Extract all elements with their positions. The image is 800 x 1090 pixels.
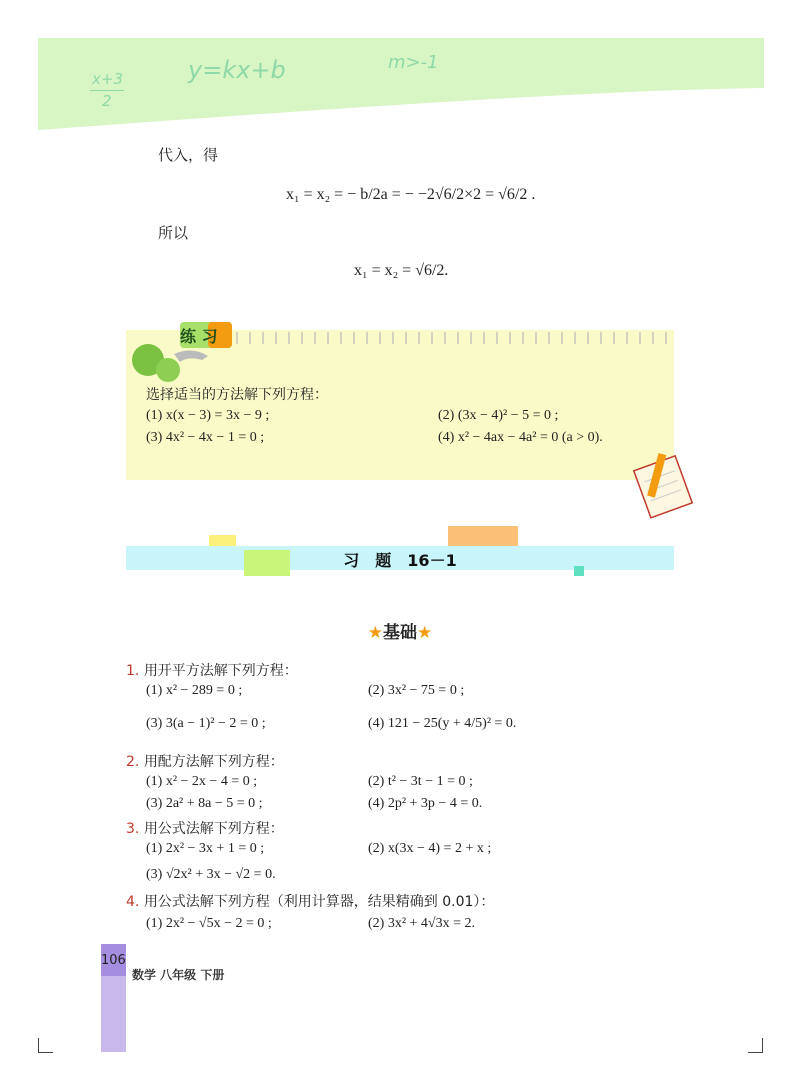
derivation-intro: 代入，得 xyxy=(158,146,219,164)
problem-1-item-3: (3) 3(a − 1)² − 2 = 0 ; xyxy=(146,716,266,731)
problem-number: 3. xyxy=(126,821,140,837)
star-icon: ★ xyxy=(367,623,383,643)
crop-mark-bottom-left xyxy=(38,1038,53,1053)
banner-deco-orange xyxy=(448,526,518,548)
header-doodle-fraction-top: x+3 xyxy=(92,70,123,88)
problem-2-item-4: (4) 2p² + 3p − 4 = 0. xyxy=(368,796,483,811)
problem-1-item-4: (4) 121 − 25(y + 4/5)² = 0. xyxy=(368,716,517,731)
problem-number: 1. xyxy=(126,663,140,679)
problem-number: 4. xyxy=(126,894,140,910)
problem-3-item-2: (2) x(3x − 4) = 2 + x ; xyxy=(368,841,492,856)
exercise-title: 习 题 16－1 xyxy=(343,551,457,570)
problem-1-item-1: (1) x² − 289 = 0 ; xyxy=(146,683,243,698)
problem-2-item-2: (2) t² − 3t − 1 = 0 ; xyxy=(368,774,473,789)
problem-number: 2. xyxy=(126,754,140,770)
header-doodle-linear: y=kx+b xyxy=(188,56,286,84)
problem-title: 用开平方法解下列方程： xyxy=(143,663,298,679)
header-doodle-fraction-bottom: 2 xyxy=(102,92,112,110)
problem-3-item-3: (3) √2x² + 3x − √2 = 0. xyxy=(146,867,276,882)
problem-title: 用公式法解下列方程： xyxy=(143,821,284,837)
problem-1-heading xyxy=(126,660,298,680)
problem-3-heading xyxy=(126,818,284,838)
problem-1-item-2: (2) 3x² − 75 = 0 ; xyxy=(368,683,465,698)
problem-2-item-1: (1) x² − 2x − 4 = 0 ; xyxy=(146,774,258,789)
problem-title: 用公式法解下列方程（利用计算器，结果精确到 0.01）： xyxy=(143,894,495,910)
derivation-conclusion: 所以 xyxy=(158,224,189,242)
practice-ring-binding xyxy=(220,328,672,350)
practice-item-1: (1) x(x − 3) = 3x − 9 ; xyxy=(146,408,270,423)
section-title: 基础 xyxy=(383,623,417,643)
problem-4-item-1: (1) 2x² − √5x − 2 = 0 ; xyxy=(146,916,272,931)
book-title: 数学 八年级 下册 xyxy=(132,968,225,982)
problem-2-heading xyxy=(126,751,284,771)
crop-mark-bottom-right xyxy=(748,1038,763,1053)
problem-2-item-3: (3) 2a² + 8a − 5 = 0 ; xyxy=(146,796,263,811)
problem-4-heading xyxy=(126,891,494,911)
section-heading xyxy=(350,618,450,643)
practice-item-3: (3) 4x² − 4x − 1 = 0 ; xyxy=(146,430,265,445)
problem-4-item-2: (2) 3x² + 4√3x = 2. xyxy=(368,916,475,931)
practice-item-4: (4) x² − 4ax − 4a² = 0 (a > 0). xyxy=(438,430,603,445)
header-doodle-fraction-bar xyxy=(90,90,124,91)
page-number: 106 xyxy=(101,953,126,968)
practice-label: 练 习 xyxy=(180,327,218,346)
problem-3-item-1: (1) 2x² − 3x + 1 = 0 ; xyxy=(146,841,265,856)
derivation-equation-1: x₁ = x₂ = − b/2a = − −2√6/2×2 = √6/2 . xyxy=(286,186,536,203)
notepad-pencil-icon xyxy=(626,446,698,522)
header-doodle-inequality: m>-1 xyxy=(388,52,439,73)
practice-instruction: 选择适当的方法解下列方程： xyxy=(146,387,328,403)
practice-item-2: (2) (3x − 4)² − 5 = 0 ; xyxy=(438,408,559,423)
star-icon: ★ xyxy=(417,623,433,643)
problem-title: 用配方法解下列方程： xyxy=(143,754,284,770)
derivation-equation-2: x₁ = x₂ = √6/2. xyxy=(354,262,449,279)
